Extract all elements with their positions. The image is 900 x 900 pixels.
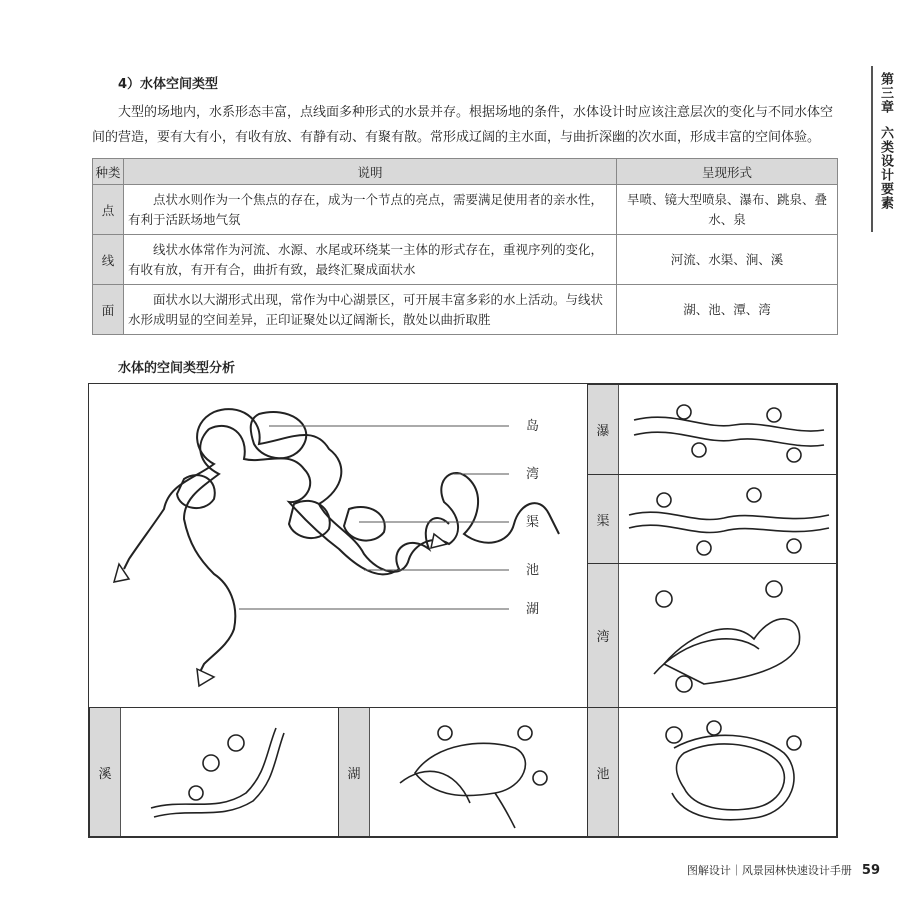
section-heading: 4）水体空间类型 bbox=[118, 77, 219, 92]
panel-canal bbox=[587, 474, 837, 564]
panel-label: 湾 bbox=[588, 564, 619, 707]
table-row bbox=[93, 285, 838, 335]
row-desc: 线状水体常作为河流、水源、水尾或环绕某一主体的形式存在，重视序列的变化，有收有放，有开有合，曲折有致，最终汇聚成面状水 bbox=[124, 235, 617, 285]
panel-label: 渠 bbox=[588, 475, 619, 563]
intro-paragraph: 大型的场地内，水系形态丰富，点线面多种形式的水景并存。根据场地的条件，水体设计时应该注意层次的变化与不同水体空间的营造，要有大有小，有收有放、有静有动、有聚有散。常形成辽阔的主水面，与曲折深幽的次水面，形成丰富的空间体验。 bbox=[92, 105, 834, 145]
outflow-arrow bbox=[114, 564, 129, 582]
chapter-label: 第三章 bbox=[878, 72, 893, 114]
header-form: 呈现形式 bbox=[617, 159, 838, 185]
panel-label: 池 bbox=[588, 708, 619, 836]
analysis-title: 水体的空间类型分析 bbox=[118, 361, 236, 376]
water-type-table bbox=[92, 158, 838, 335]
panel-lake bbox=[338, 707, 588, 837]
row-form: 湖、池、潭、湾 bbox=[617, 285, 838, 335]
row-desc: 面状水以大湖形式出现，常作为中心湖景区，可开展丰富多彩的水上活动。与线状水形成明显的空间差异，正印证聚处以辽阔渐长，散处以曲折取胜 bbox=[124, 285, 617, 335]
page-number: 59 bbox=[861, 862, 880, 878]
row-kind: 点 bbox=[93, 185, 124, 235]
lake-inner bbox=[184, 426, 449, 674]
plan-label-pond: 池 bbox=[526, 563, 540, 578]
header-desc: 说明 bbox=[124, 159, 617, 185]
table-header-row bbox=[93, 159, 838, 185]
plan-label-lake: 湖 bbox=[526, 602, 540, 617]
table-row bbox=[93, 185, 838, 235]
water-system-plan bbox=[89, 384, 587, 706]
panel-waterfall bbox=[587, 384, 837, 475]
bay-sketch bbox=[624, 569, 834, 704]
island-mid bbox=[289, 501, 330, 538]
island-right bbox=[344, 507, 385, 541]
row-desc: 点状水则作为一个焦点的存在，成为一个节点的亮点，需要满足使用者的亲水性，有利于活跃场地气氛 bbox=[124, 185, 617, 235]
plan-label-bay: 湾 bbox=[526, 467, 540, 482]
plan-label-canal: 渠 bbox=[526, 515, 540, 530]
lake-sketch bbox=[375, 713, 585, 833]
stream-sketch bbox=[126, 713, 336, 833]
table-row bbox=[93, 235, 838, 285]
chapter-title: 六类设计要素 bbox=[878, 126, 893, 210]
panel-bay bbox=[587, 563, 837, 708]
header-kind: 种类 bbox=[93, 159, 124, 185]
panel-stream bbox=[89, 707, 339, 837]
footer-text: 图解设计｜风景园林快速设计手册 bbox=[686, 864, 852, 877]
outflow-arrow bbox=[197, 669, 214, 686]
canal-sketch bbox=[624, 480, 834, 560]
lake-outline bbox=[124, 409, 559, 572]
pond-sketch bbox=[624, 713, 834, 833]
panel-label: 湖 bbox=[339, 708, 370, 836]
panel-label: 瀑 bbox=[588, 385, 619, 474]
row-kind: 面 bbox=[93, 285, 124, 335]
water-space-figure bbox=[88, 383, 838, 838]
row-kind: 线 bbox=[93, 235, 124, 285]
panel-pond bbox=[587, 707, 837, 837]
waterfall-sketch bbox=[624, 390, 834, 470]
row-form: 旱喷、镜大型喷泉、瀑布、跳泉、叠水、泉 bbox=[617, 185, 838, 235]
row-form: 河流、水渠、涧、溪 bbox=[617, 235, 838, 285]
panel-label: 溪 bbox=[90, 708, 121, 836]
page-footer bbox=[687, 862, 880, 878]
plan-label-island: 岛 bbox=[526, 419, 540, 434]
chapter-side-tab bbox=[871, 66, 900, 232]
